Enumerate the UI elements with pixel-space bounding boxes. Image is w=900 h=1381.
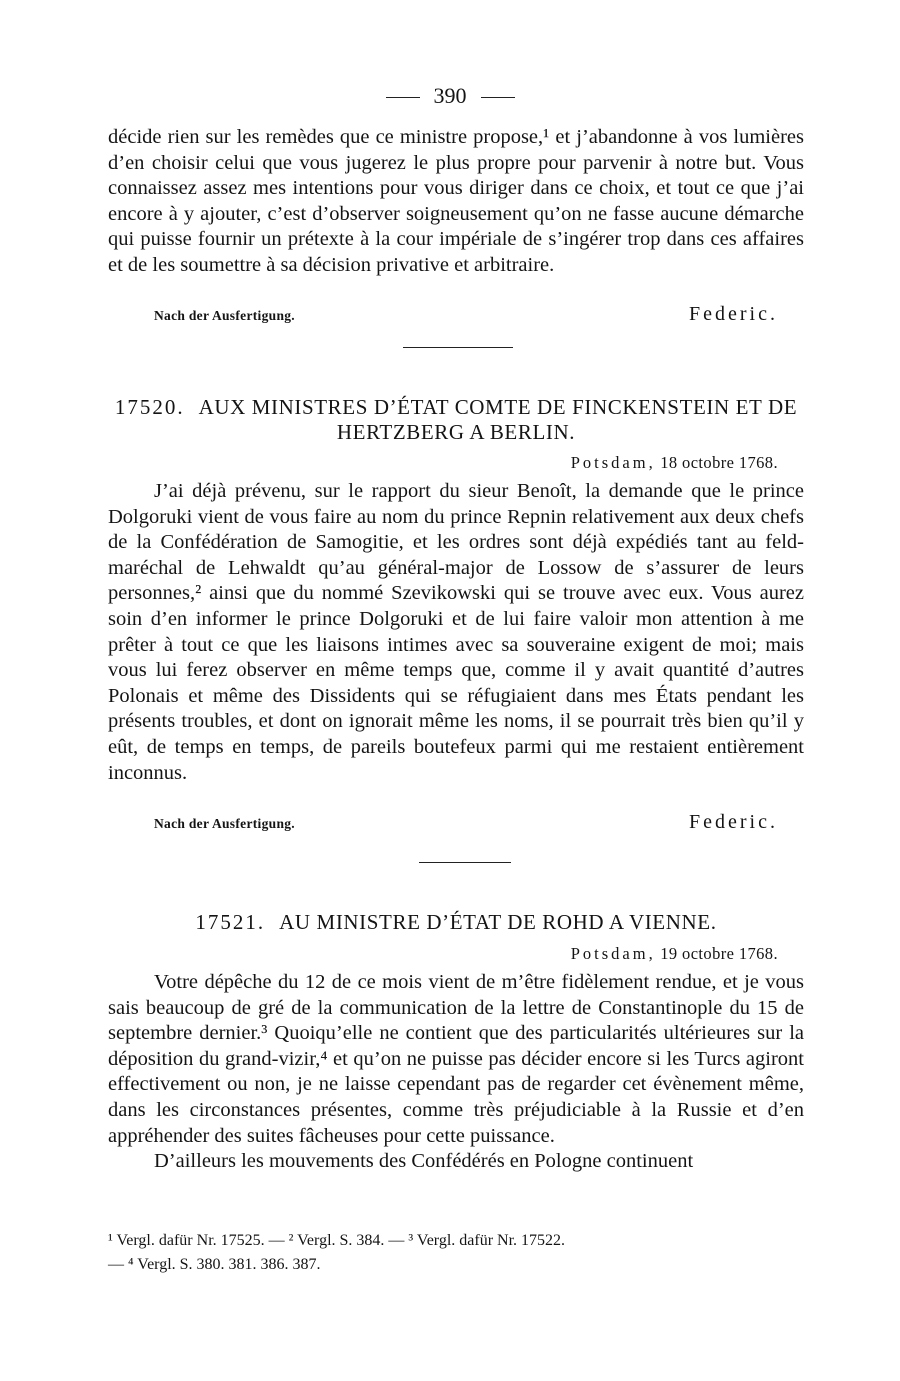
- section-divider: [419, 862, 511, 863]
- source-note: Nach der Ausfertigung.: [154, 816, 295, 831]
- letter-number: 17521.: [195, 910, 266, 934]
- signature: Federic.: [689, 811, 778, 833]
- dateline-17521: [571, 944, 778, 964]
- letter-body-17521: [108, 970, 804, 1175]
- continuation-text-block: [108, 125, 804, 279]
- letter-number: 17520.: [114, 395, 185, 419]
- letter-heading-text: AU MINISTRE D’ÉTAT DE ROHD A VIENNE.: [279, 910, 717, 934]
- continuation-paragraph: décide rien sur les remèdes que ce ministre propose,¹ et j’abandonne à vos lumières d’en choisir celui que vous jugerez le plus propre pour parvenir à notre but. Vous connaissez assez mes intentions pour vous diriger dans ce choix, et tout ce que j’ai encore à y ajouter, c’est d’observer soigneusement qu’on ne fasse aucune démarche qui puisse fournir un prétexte à la cour impériale de s’ingérer trop dans ces affaires et de les soumettre à sa décision privative et arbitraire.: [108, 126, 804, 276]
- footnotes: [108, 1229, 804, 1277]
- dateline-date: 18 octobre 1768.: [660, 453, 778, 472]
- header-dash-left: [386, 97, 420, 98]
- page-number: 390: [433, 83, 467, 108]
- page-number-header: [0, 82, 900, 110]
- letter-body-17520: [108, 479, 804, 786]
- letter-heading-17520: [108, 395, 804, 445]
- footnote-line: ¹ Vergl. dafür Nr. 17525. — ² Vergl. S. 384. — ³ Vergl. dafür Nr. 17522.: [108, 1232, 566, 1249]
- footnote-line: — ⁴ Vergl. S. 380. 381. 386. 387.: [108, 1256, 321, 1273]
- letter-heading-17521: [108, 910, 804, 935]
- letter-paragraph: Votre dépêche du 12 de ce mois vient de m’être fidèlement rendue, et je vous sais beaucoup de gré de la communication de la lettre de Constantinople du 15 de septembre dernier.³ Quoiqu’elle ne contient que des particularités ultérieures sur la déposition du grand-vizir,⁴ et qu’on ne puisse pas décider encore si les Turcs agiront effectivement ou non, je ne laisse cependant pas de regarder cet évènement même, dans les circonstances présentes, comme très préjudiciable à la Russie et d’en appréhender des suites fâcheuses pour cette puissance.: [108, 971, 804, 1147]
- section-divider: [403, 347, 513, 348]
- signature-row-1: [154, 300, 778, 326]
- letter-paragraph: J’ai déjà prévenu, sur le rapport du sieur Benoît, la demande que le prince Dolgoruki vient de vous faire au nom du prince Repnin relativement aux deux chefs de la Confédération de Samogitie, et les ordres sont déjà expédiés tant au feld-maréchal de Lehwaldt qu’au général-major de Lossow de s’assurer de leurs personnes,² ainsi que du nommé Szevikowski qui se trouve avec eux. Vous aurez soin d’en informer le prince Dolgoruki et de lui faire valoir mon attention à me prêter à tout ce que les liaisons intimes avec sa souveraine exigent de moi; mais vous lui ferez observer en même temps que, comme il y avait quantité d’autres Polonais et même des Dissidents qui se réfugiaient dans mes États pendant les présents troubles, et dont on ignorait même les noms, il se pourrait très bien qu’il y eût, de temps en temps, de pareils boutefeux parmi qui me restaient entièrement inconnus.: [108, 480, 804, 784]
- letter-heading-text: AUX MINISTRES D’ÉTAT COMTE DE FINCKENSTEIN ET DE HERTZBERG A BERLIN.: [198, 395, 798, 444]
- dateline-place: Potsdam,: [570, 944, 656, 963]
- dateline-date: 19 octobre 1768.: [660, 944, 778, 963]
- dateline-place: Potsdam,: [570, 453, 656, 472]
- signature-row-2: [154, 808, 778, 834]
- header-dash-right: [481, 97, 515, 98]
- signature: Federic.: [689, 303, 778, 325]
- dateline-17520: [571, 453, 778, 473]
- source-note: Nach der Ausfertigung.: [154, 308, 295, 323]
- letter-paragraph: D’ailleurs les mouvements des Confédérés en Pologne continuent: [154, 1150, 694, 1173]
